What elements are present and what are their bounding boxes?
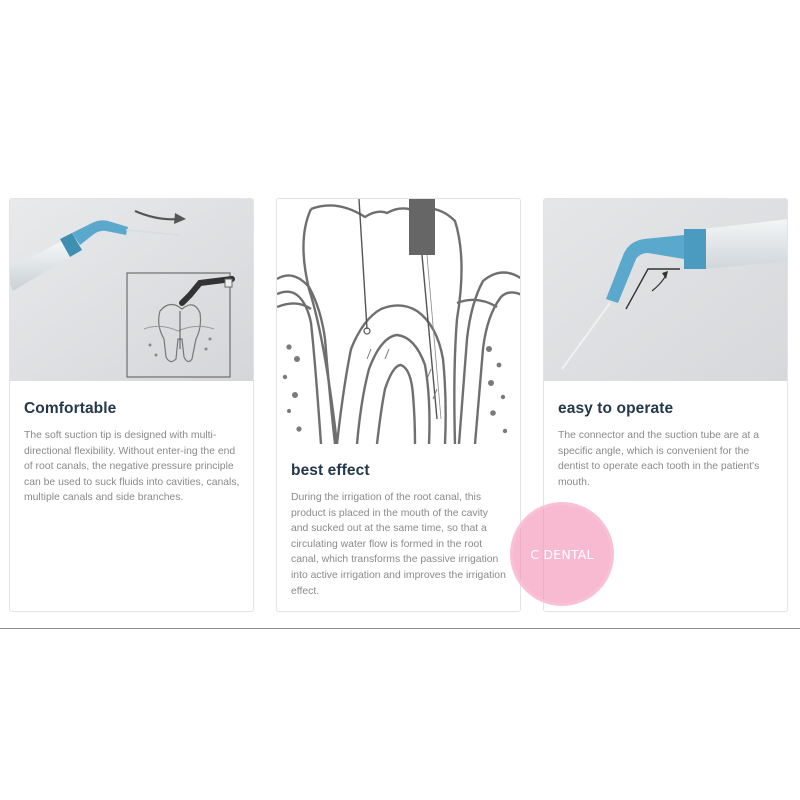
card-description: During the irrigation of the root canal, this product is placed in the mouth of the cavity and sucked out at the same time, so that a circulating water flow is formed in the root canal, which transforms the passive irrigation into active irrigation and improves the irrigation effect. xyxy=(291,492,506,597)
card-title: best effect xyxy=(291,462,370,479)
feature-card-best-effect xyxy=(276,198,521,612)
bottom-divider xyxy=(0,628,800,629)
watermark-stamp xyxy=(510,502,614,606)
angled-connector-image xyxy=(544,199,787,381)
card-title: Comfortable xyxy=(24,400,117,417)
card-description: The soft suction tip is designed with multi-directional flexibility. Without enter-ing the end of root canals, the negative pressure principle can be used to suck fluids into cavities, canals, multiple canals and side branches. xyxy=(24,430,240,504)
watermark-text: C DENTAL xyxy=(530,546,594,562)
card-description: The connector and the suction tube are at a specific angle, which is convenient for the dentist to operate each tooth in the patient's mouth. xyxy=(558,430,760,488)
suction-tip-image xyxy=(10,199,253,381)
root-canal-illustration xyxy=(277,199,520,444)
feature-card-comfortable xyxy=(9,198,254,612)
card-title: easy to operate xyxy=(558,400,674,417)
